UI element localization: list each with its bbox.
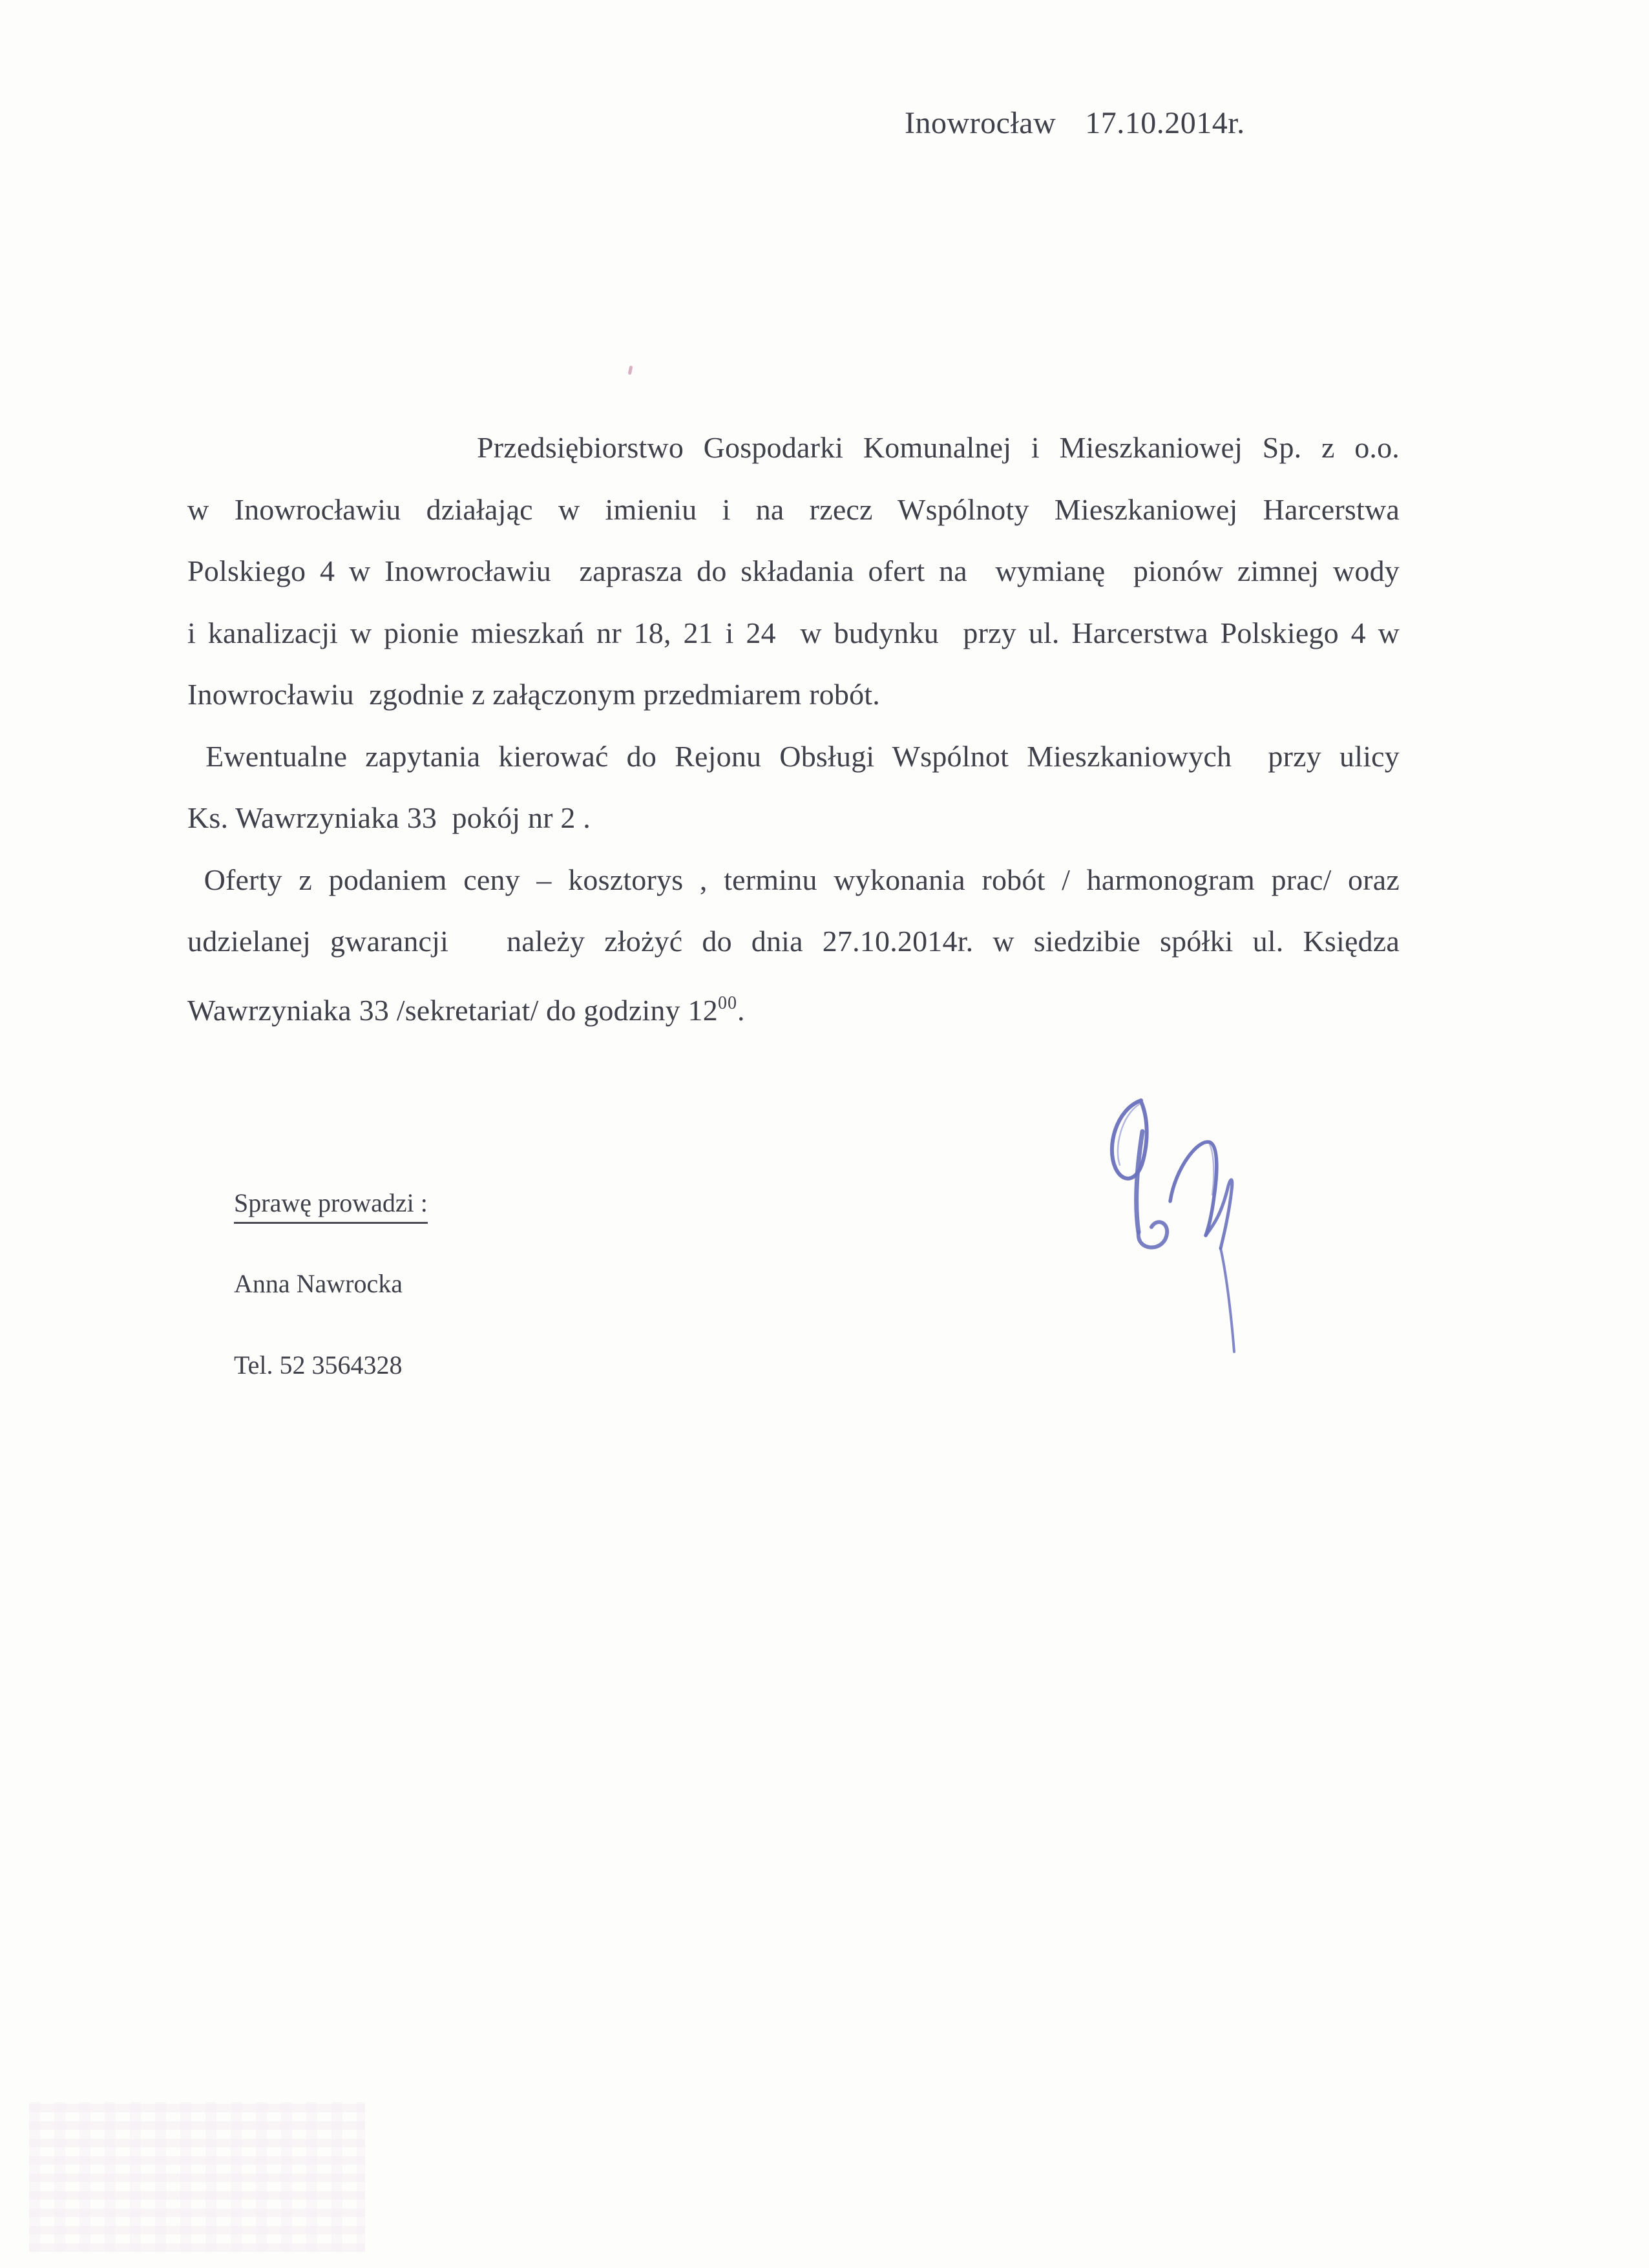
sentence-period: . xyxy=(737,993,745,1027)
body-line: Ewentualne zapytania kierować do Rejonu Obsługi Wspólnot Mieszkaniowych przy ulicy xyxy=(187,739,1400,773)
date-line: Inowrocław 17.10.2014r. xyxy=(905,106,1245,140)
case-handler-phone: Tel. 52 3564328 xyxy=(234,1350,403,1380)
faint-stamp-text xyxy=(1023,1140,1344,1217)
body-line: w Inowrocławiu działając w imieniu i na rzecz Wspólnoty Mieszkaniowej Harcerstwa xyxy=(187,492,1400,526)
case-handler-label xyxy=(234,1187,428,1219)
case-handler-name: Anna Nawrocka xyxy=(234,1269,403,1298)
hour-superscript: 00 xyxy=(717,992,737,1013)
letter-body xyxy=(187,417,1400,1034)
body-line: Przedsiębiorstwo Gospodarki Komunalnej i Mieszkaniowej Sp. z o.o. xyxy=(477,431,1400,464)
body-line: Ks. Wawrzyniaka 33 pokój nr 2 . xyxy=(187,801,591,834)
scan-artifact-bottom-left xyxy=(29,2102,365,2252)
body-line xyxy=(187,972,1400,1034)
body-line: Oferty z podaniem ceny – kosztorys , terminu wykonania robót / harmonogram prac/ oraz xyxy=(187,863,1400,896)
body-line: i kanalizacji w pionie mieszkań nr 18, 21 i 24 w budynku przy ul. Harcerstwa Polskiego 4 w xyxy=(187,616,1400,649)
body-line: Polskiego 4 w Inowrocławiu zaprasza do składania ofert na wymianę pionów zimnej wody xyxy=(187,554,1400,587)
body-line: udzielanej gwarancji należy złożyć do dnia 27.10.2014r. w siedzibie spółki ul. Księdza xyxy=(187,925,1400,958)
signature-area xyxy=(1005,1063,1405,1367)
scan-speck xyxy=(628,366,633,375)
signature-svg xyxy=(1005,1063,1405,1367)
deadline-time-text: Wawrzyniaka 33 /sekretariat/ do godziny 12 xyxy=(187,993,718,1027)
body-line: Inowrocławiu zgodnie z załączonym przedmiarem robót. xyxy=(187,678,880,711)
case-handler-label-text: Sprawę prowadzi : xyxy=(234,1188,428,1224)
